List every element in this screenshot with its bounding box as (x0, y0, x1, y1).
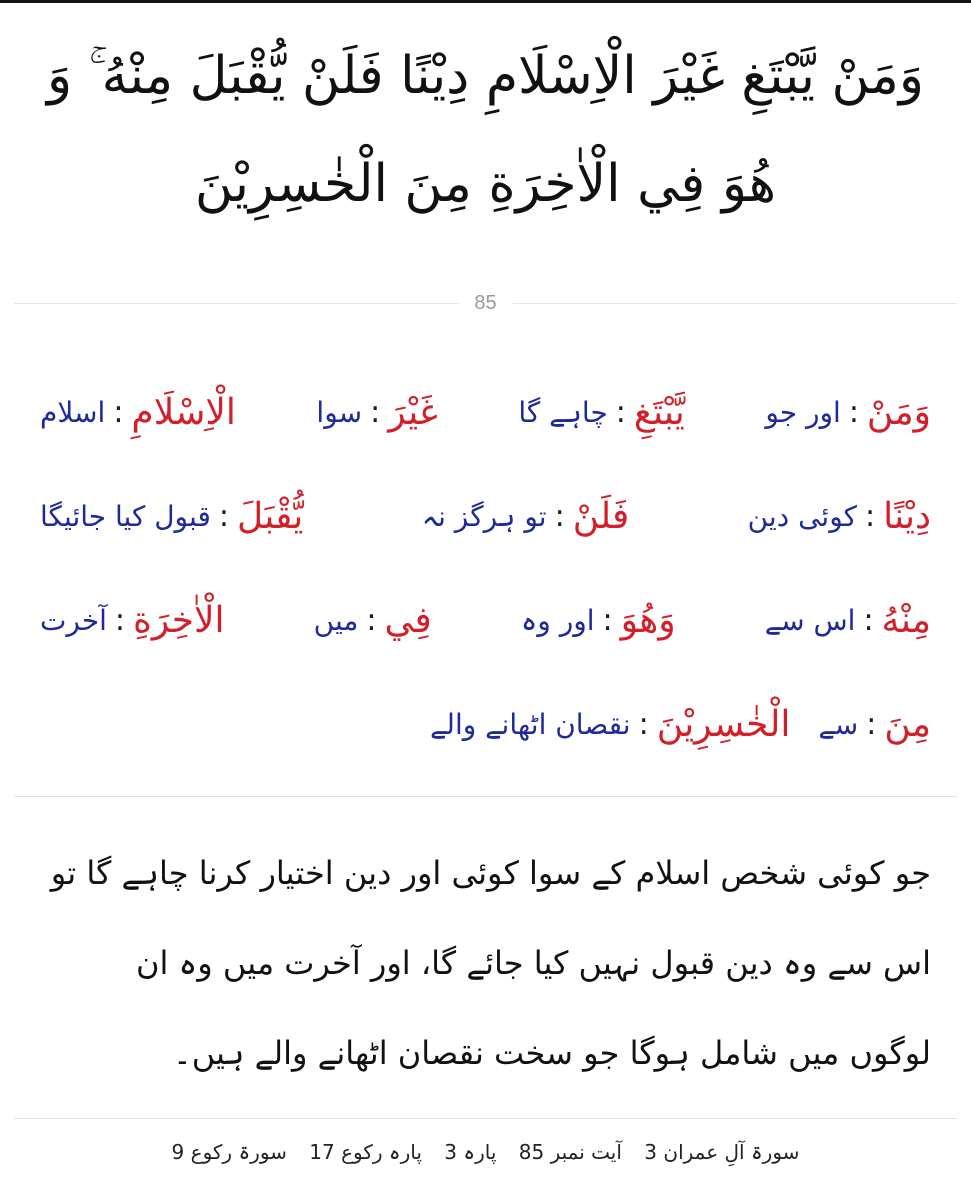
vocab-colon: : (865, 498, 876, 534)
vocab-pair (40, 392, 236, 433)
vocab-pair (765, 600, 931, 641)
reference-surah: سورۃ آلِ عمران 3 (644, 1140, 800, 1164)
vocab-arabic-word: فِي (384, 599, 432, 641)
vocab-urdu-meaning: نقصان اٹھانے والے (430, 707, 631, 741)
vocab-colon: : (863, 602, 874, 638)
vocab-urdu-meaning: سے (818, 707, 859, 741)
vocab-colon: : (370, 394, 381, 430)
vocab-arabic-word: يُّقْبَلَ (236, 495, 304, 537)
vocab-pair (748, 496, 931, 537)
vocab-row (40, 568, 931, 672)
verse-line-1: وَمَنْ يَّبْتَغِ غَيْرَ الْاِسْلَامِ دِيْنًا فَلَنْ يُّقْبَلَ مِنْهُ ۚ وَ (47, 46, 924, 106)
word-by-word-vocabulary (40, 360, 931, 776)
vocab-arabic-word: مِنَ (884, 703, 931, 745)
section-divider (14, 1118, 957, 1119)
vocab-urdu-meaning: اسلام (40, 395, 106, 429)
vocab-colon: : (848, 394, 859, 430)
vocab-arabic-word: مِنْهُ (881, 599, 931, 641)
vocab-colon: : (638, 706, 649, 742)
section-divider (14, 796, 957, 797)
vocab-colon: : (113, 394, 124, 430)
vocab-arabic-word: وَمَنْ (866, 391, 931, 433)
translation-line-2: اس سے وہ دین قبول نہیں کیا جائے گا، اور آخرت میں وہ ان (135, 944, 931, 982)
vocab-urdu-meaning: اور جو (765, 395, 841, 429)
vocab-colon: : (114, 602, 126, 638)
vocab-row (40, 672, 931, 776)
vocab-pair (422, 496, 630, 537)
vocab-row (40, 360, 931, 464)
vocab-pair (521, 600, 676, 641)
reference-ayah: آیت نمبر 85 (518, 1140, 622, 1164)
vocab-urdu-meaning: سوا (316, 395, 363, 429)
vocab-pair (818, 704, 931, 745)
urdu-translation (40, 828, 931, 1098)
vocab-colon: : (866, 706, 877, 742)
reference-surah-ruku: سورۃ رکوع 9 (171, 1140, 287, 1164)
top-border (0, 0, 971, 3)
translation-line-1: جو کوئی شخص اسلام کے سوا کوئی اور دین اختیار کرنا چاہے گا تو (50, 854, 931, 892)
vocab-pair (518, 392, 684, 433)
vocab-colon: : (554, 498, 565, 534)
arabic-verse (20, 22, 951, 238)
vocab-urdu-meaning: تو ہرگز نہ (421, 499, 547, 533)
translation-line-3: لوگوں میں شامل ہوگا جو سخت نقصان اٹھانے والے ہیں۔ (172, 1034, 931, 1072)
vocab-colon: : (615, 394, 626, 430)
vocab-pair (314, 600, 432, 641)
vocab-urdu-meaning: میں (313, 603, 359, 637)
verse-reference (20, 1140, 951, 1164)
vocab-urdu-meaning: اس سے (764, 603, 856, 637)
vocab-arabic-word: فَلَنْ (572, 495, 630, 537)
vocab-pair (316, 392, 437, 433)
vocab-arabic-word: دِيْنًا (883, 495, 931, 537)
vocab-row (40, 464, 931, 568)
vocab-arabic-word: وَهُوَ (620, 599, 676, 641)
vocab-urdu-meaning: چاہے گا (518, 395, 608, 429)
vocab-pair (765, 392, 931, 433)
page-number-separator (14, 288, 957, 318)
vocab-urdu-meaning: اور وہ (520, 603, 595, 637)
vocab-colon: : (218, 498, 229, 534)
vocab-arabic-word: يَّبْتَغِ (633, 391, 685, 433)
reference-para-ruku: پارہ رکوع 17 (309, 1140, 422, 1164)
vocab-urdu-meaning: کوئی دین (747, 499, 857, 533)
verse-line-2: هُوَ فِي الْاٰخِرَةِ مِنَ الْخٰسِرِيْنَ (194, 154, 777, 214)
vocab-arabic-word: الْخٰسِرِيْنَ (656, 703, 791, 745)
vocab-urdu-meaning: قبول کیا جائیگا (40, 499, 211, 533)
page-number: 85 (458, 288, 512, 318)
vocab-arabic-word: الْاِسْلَامِ (131, 391, 236, 433)
vocab-urdu-meaning: آخرت (40, 603, 107, 637)
vocab-arabic-word: غَيْرَ (388, 391, 438, 433)
vocab-pair (430, 704, 790, 745)
vocab-arabic-word: الْاٰخِرَةِ (133, 599, 225, 641)
vocab-colon: : (602, 602, 613, 638)
vocab-pair (40, 600, 225, 641)
vocab-colon: : (366, 602, 377, 638)
vocab-pair (40, 496, 303, 537)
reference-para: پارہ 3 (444, 1140, 497, 1164)
